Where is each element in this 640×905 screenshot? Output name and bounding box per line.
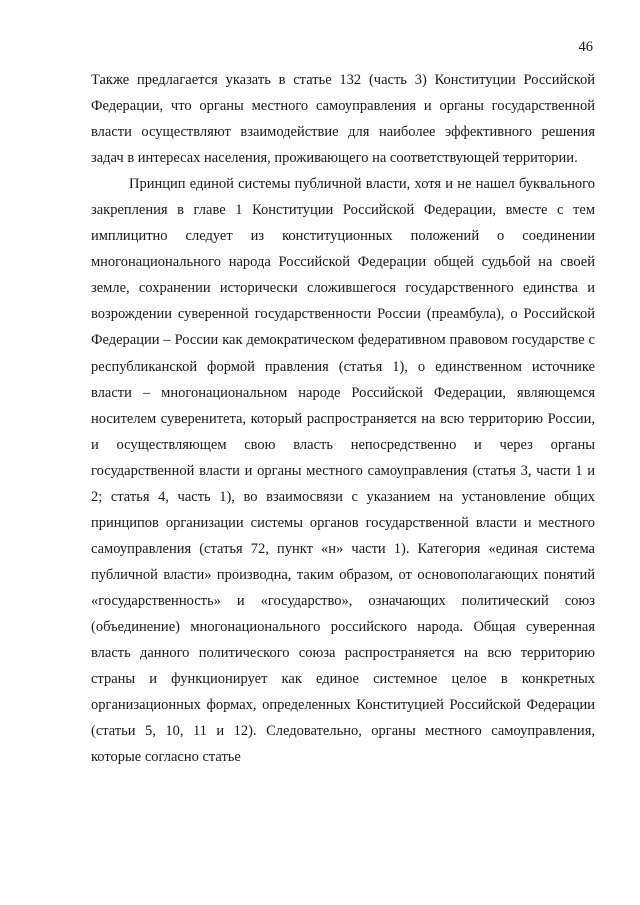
body-text: [91, 67, 595, 770]
page-number: 46: [578, 39, 593, 55]
paragraph: Также предлагается указать в статье 132 (часть 3) Конституции Российской Федерации, что органы местного самоуправления и органы государственной власти осуществляют взаимодействие для наиболее эффективного решения задач в интересах населения, проживающего на соответствующей территории.: [91, 72, 595, 167]
paragraph: Принцип единой системы публичной власти, хотя и не нашел буквального закрепления в главе 1 Конституции Российской Федерации, вместе с тем имплицитно следует из конституционных положений о соединении многонационального народа Российской Федерации общей судьбой на своей земле, сохранении исторически сложившегося государственного единства и возрождении суверенной государственности России (преамбула), о Российской Федерации – России как демократическом федеративном правовом государстве с республиканской формой правления (статья 1), о единственном источнике власти – многонациональном народе Российской Федерации, являющемся носителем суверенитета, который распространяется на всю территорию России, и осуществляющем свою власть непосредственно и через органы государственной власти и органы местного самоуправления (статья 3, части 1 и 2; статья 4, часть 1), во взаимосвязи с указанием на установление общих принципов организации системы органов государственной власти и местного самоуправления (статья 72, пункт «н» части 1). Категория «единая система публичной власти» производна, таким образом, от основополагающих понятий «государственность» и «государство», означающих политический союз (объединение) многонационального российского народа. Общая суверенная власть данного политического союза распространяется на всю территорию страны и функционирует как единое системное целое в конкретных организационных формах, определенных Конституцией Российской Федерации (статьи 5, 10, 11 и 12). Следовательно, органы местного самоуправления, которые согласно статье: [91, 176, 595, 766]
